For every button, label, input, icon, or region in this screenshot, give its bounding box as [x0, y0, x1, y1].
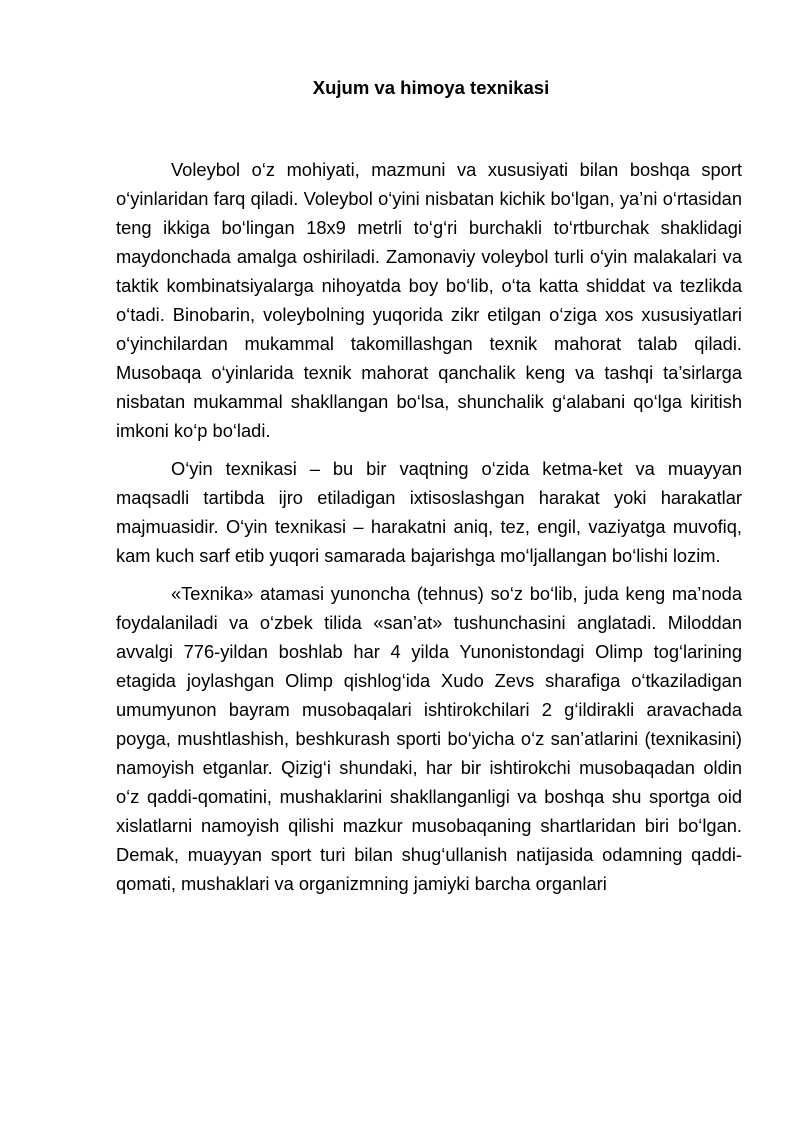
paragraph-2: O‘yin texnikasi – bu bir vaqtning o‘zida ketma-ket va muayyan maqsadli tartibda ijro etiladigan ixtisoslashgan harakat yoki harakatlar majmuasidir. O‘yin texnikasi – harakatni aniq, tez, engil, vaziyatga muvofiq, kam kuch sarf etib yuqori samarada bajarishga mo‘ljallangan bo‘lishi lozim.: [116, 458, 742, 566]
document-body: [116, 155, 742, 898]
paragraph-3: «Texnika» atamasi yunoncha (tehnus) so‘z bo‘lib, juda keng ma’noda foydalaniladi va o‘zbek tilida «san’at» tushunchasini anglatadi. Miloddan avvalgi 776-yildan boshlab har 4 yilda Yunonistondagi Olimp tog‘larining etagida joylashgan Olimp qishlog‘ida Xudo Zevs sharafiga o‘tkaziladigan umumyunon bayram musobaqalari ishtirokchilari 2 g‘ildirakli aravachada poyga, mushtlashish, beshkurash sporti bo‘yicha o‘z san’atlarini (texnikasini) namoyish etganlar. Qizig‘i shundaki, har bir ishtirokchi musobaqadan oldin o‘z qaddi-qomatini, mushaklarini shakllanganligi va boshqa shu sportga oid xislatlarni namoyish qilishi mazkur musobaqaning shartlaridan biri bo‘lgan. Demak, muayyan sport turi bilan shug‘ullanish natijasida odamning qaddi-qomati, mushaklari va organizmning jamiyki barcha organlari: [116, 583, 742, 894]
page-title: Xujum va himoya texnikasi: [312, 77, 550, 98]
paragraph-1: Voleybol o‘z mohiyati, mazmuni va xususiyati bilan boshqa sport o‘yinlaridan farq qiladi. Voleybol o‘yini nisbatan kichik bo‘lgan, ya’ni o‘rtasidan teng ikkiga bo‘lingan 18x9 metrli to‘g‘ri burchakli to‘rtburchak shaklidagi maydonchada amalga oshiriladi. Zamonaviy voleybol turli o‘yin malakalari va taktik kombinatsiyalarga nihoyatda boy bo‘lib, o‘ta katta shiddat va tezlikda o‘tadi. Binobarin, voleybolning yuqorida zikr etilgan o‘ziga xos xususiyatlari o‘yinchilardan mukammal takomillashgan texnik mahorat talab qiladi. Musobaqa o‘yinlarida texnik mahorat qanchalik keng va tashqi ta’sirlarga nisbatan mukammal shakllangan bo‘lsa, shunchalik g‘alabani qo‘lga kiritish imkoni ko‘p bo‘ladi.: [116, 159, 742, 441]
